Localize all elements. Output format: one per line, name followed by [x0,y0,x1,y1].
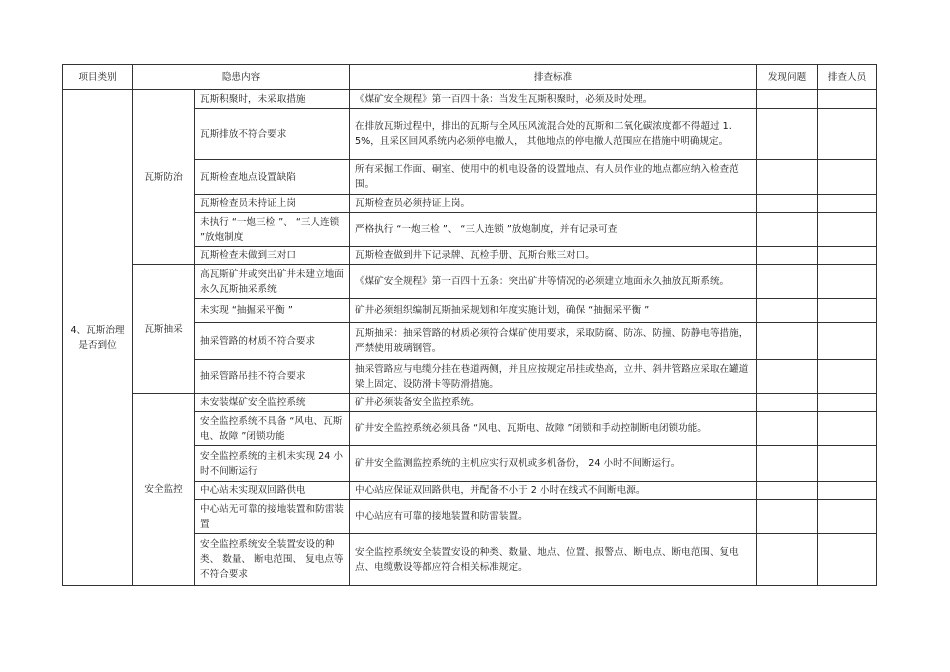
found-cell[interactable] [757,195,818,213]
group-label: 安全监控 [133,394,195,586]
found-cell[interactable] [757,160,818,195]
standard-cell: 瓦斯检查员必须持证上岗。 [350,195,757,213]
standard-cell: 矿井安全监测监控系统的主机应实行双机或多机备份， 24 小时不间断运行。 [350,446,757,482]
inspector-cell[interactable] [818,446,877,482]
hazard-cell: 安全监控系统不具备 “风电、瓦斯电、故障 ”闭锁功能 [195,412,350,446]
inspector-cell[interactable] [818,109,877,160]
standard-cell: 《煤矿安全规程》第一百四十条：当发生瓦斯积聚时，必须及时处理。 [350,90,757,109]
header-found: 发现问题 [757,65,818,90]
inspector-cell[interactable] [818,160,877,195]
hazard-cell: 瓦斯检查地点设置缺陷 [195,160,350,195]
standard-cell: 中心站应有可靠的接地装置和防雷装置。 [350,500,757,534]
found-cell[interactable] [757,412,818,446]
header-row [63,65,877,90]
inspector-cell[interactable] [818,213,877,247]
hazard-cell: 瓦斯检查未做到三对口 [195,247,350,265]
standard-cell: 所有采掘工作面、硐室、使用中的机电设备的设置地点、有人员作业的地点都应纳入检查范围。 [350,160,757,195]
standard-cell: 矿井安全监控系统必须具备 “风电、瓦斯电、故障 ”闭锁和手动控制断电闭锁功能。 [350,412,757,446]
inspector-cell[interactable] [818,394,877,412]
hazard-cell: 瓦斯积聚时，未采取措施 [195,90,350,109]
hazard-cell: 安全监控系统安全装置安设的种类、 数量、 断电范围、 复电点等不符合要求 [195,534,350,586]
inspector-cell[interactable] [818,500,877,534]
table-row [63,394,877,412]
hazard-cell: 抽采管路吊挂不符合要求 [195,360,350,394]
main-category-cell: 4、瓦斯治理是否到位 [63,90,133,586]
inspector-cell[interactable] [818,90,877,109]
inspector-cell[interactable] [818,247,877,265]
found-cell[interactable] [757,534,818,586]
found-cell[interactable] [757,323,818,360]
header-inspector: 排查人员 [818,65,877,90]
hazard-cell: 瓦斯检查员未持证上岗 [195,195,350,213]
inspector-cell[interactable] [818,412,877,446]
inspector-cell[interactable] [818,534,877,586]
standard-cell: 安全监控系统安全装置安设的种类、数量、地点、位置、报警点、断电点、断电范围、复电点、电缆敷设等都应符合相关标准规定。 [350,534,757,586]
found-cell[interactable] [757,299,818,323]
table-row [63,90,877,109]
found-cell[interactable] [757,247,818,265]
header-standard: 排查标准 [350,65,757,90]
standard-cell: 矿井必须组织编制瓦斯抽采规划和年度实施计划，确保 “抽掘采平衡 ” [350,299,757,323]
found-cell[interactable] [757,213,818,247]
hazard-cell: 高瓦斯矿井或突出矿井未建立地面永久瓦斯抽采系统 [195,265,350,299]
table-row [63,265,877,299]
standard-cell: 《煤矿安全规程》第一百四十五条：突出矿井等情况的必须建立地面永久抽放瓦斯系统。 [350,265,757,299]
hazard-cell: 瓦斯排放不符合要求 [195,109,350,160]
inspector-cell[interactable] [818,299,877,323]
header-category: 项目类别 [63,65,133,90]
found-cell[interactable] [757,265,818,299]
found-cell[interactable] [757,394,818,412]
inspection-table [62,64,877,586]
inspector-cell[interactable] [818,323,877,360]
standard-cell: 瓦斯检查做到井下记录牌、瓦检手册、瓦斯台账三对口。 [350,247,757,265]
header-hazard: 隐患内容 [133,65,350,90]
hazard-cell: 未安装煤矿安全监控系统 [195,394,350,412]
group-label: 瓦斯抽采 [133,265,195,394]
standard-cell: 严格执行 “一炮三检 ”、 “三人连锁 ”放炮制度，并有记录可查 [350,213,757,247]
standard-cell: 瓦斯抽采：抽采管路的材质必须符合煤矿使用要求，采取防腐、防冻、防撞、防静电等措施，严禁使用玻璃钢管。 [350,323,757,360]
inspector-cell[interactable] [818,195,877,213]
standard-cell: 中心站应保证双回路供电，并配备不小于 2 小时在线式不间断电源。 [350,482,757,500]
found-cell[interactable] [757,109,818,160]
hazard-cell: 抽采管路的材质不符合要求 [195,323,350,360]
found-cell[interactable] [757,446,818,482]
inspector-cell[interactable] [818,482,877,500]
standard-cell: 矿井必须装备安全监控系统。 [350,394,757,412]
found-cell[interactable] [757,90,818,109]
found-cell[interactable] [757,500,818,534]
hazard-cell: 中心站无可靠的接地装置和防雷装置 [195,500,350,534]
standard-cell: 在排放瓦斯过程中，排出的瓦斯与全风压风流混合处的瓦斯和二氧化碳浓度都不得超过 1.5%，且采区回风系统内必须停电撤人， 其他地点的停电撤人范围应在措施中明确规定。 [350,109,757,160]
standard-cell: 抽采管路应与电缆分挂在巷道两侧，并且应按规定吊挂或垫高，立井、斜井管路应采取在罐道梁上固定、设防滑卡等防滑措施。 [350,360,757,394]
found-cell[interactable] [757,360,818,394]
inspector-cell[interactable] [818,360,877,394]
hazard-cell: 未执行 “一炮三检 ”、 “三人连锁 ”放炮制度 [195,213,350,247]
hazard-cell: 中心站未实现双回路供电 [195,482,350,500]
hazard-cell: 未实现 “抽掘采平衡 ” [195,299,350,323]
found-cell[interactable] [757,482,818,500]
inspector-cell[interactable] [818,265,877,299]
hazard-cell: 安全监控系统的主机未实现 24 小时不间断运行 [195,446,350,482]
group-label: 瓦斯防治 [133,90,195,265]
